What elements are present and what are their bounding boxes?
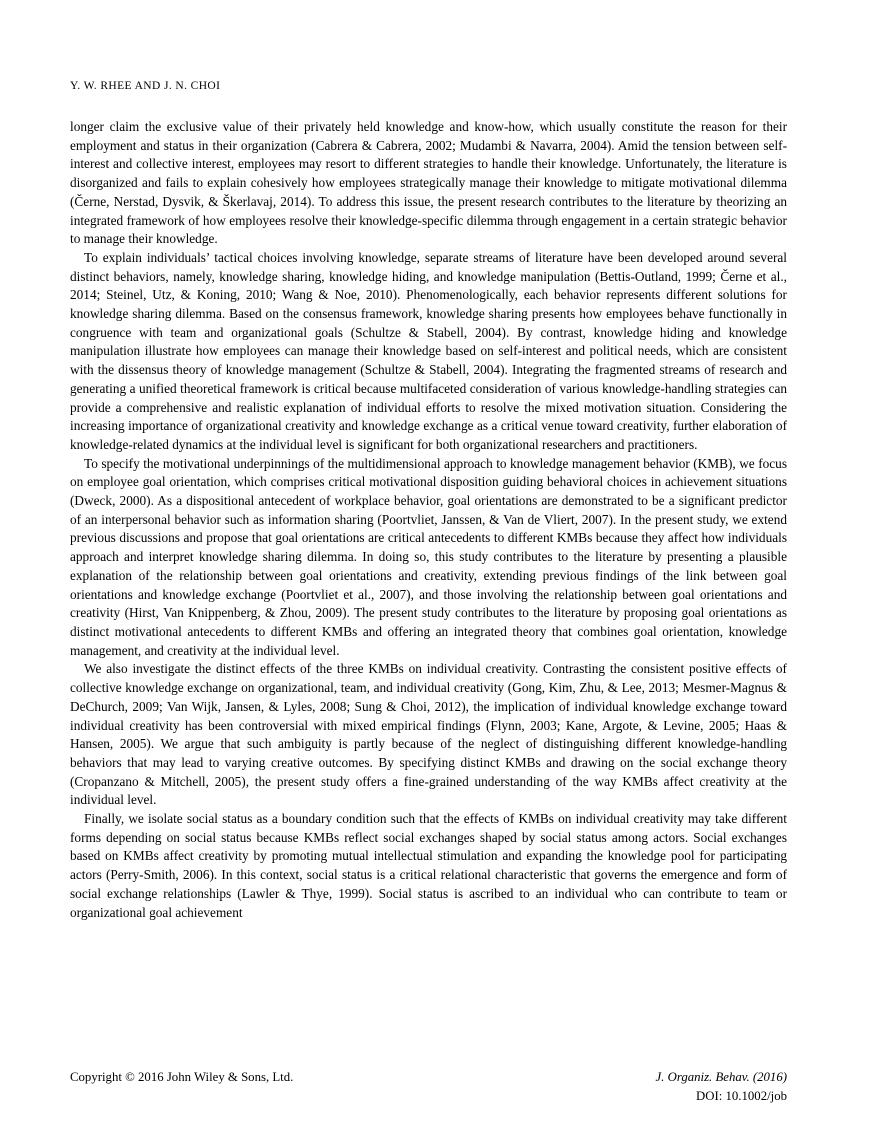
article-body [70, 118, 787, 922]
page-footer [70, 1068, 787, 1106]
copyright-text: Copyright © 2016 John Wiley & Sons, Ltd. [70, 1070, 294, 1084]
paragraph: longer claim the exclusive value of their privately held knowledge and know-how, which usually constitute the reason for their employment and status in their organization (Cabrera & Cabrera, 2002; Mudambi & Navarra, 2004). Amid the tension between self-interest and collective interest, employees may resort to different strategies to handle their knowledge. Unfortunately, the literature is disorganized and fails to explain cohesively how employees strategically manage their knowledge to mitigate motivational dilemma (Černe, Nerstad, Dysvik, & Škerlavaj, 2014). To address this issue, the present research contributes to the literature by theorizing an integrated framework of how employees resolve their knowledge-specific dilemma through engagement in a certain strategic behavior to manage their knowledge. [70, 119, 787, 247]
running-head: Y. W. RHEE AND J. N. CHOI [70, 80, 221, 92]
doi-text: DOI: 10.1002/job [696, 1089, 787, 1103]
journal-reference: J. Organiz. Behav. (2016) [655, 1070, 787, 1084]
paragraph: To explain individuals’ tactical choices involving knowledge, separate streams of literature have been developed around several distinct behaviors, namely, knowledge sharing, knowledge hiding, and knowledge manipulation (Bettis-Outland, 1999; Černe et al., 2014; Steinel, Utz, & Koning, 2010; Wang & Noe, 2010). Phenomenologically, each behavior represents different solutions for knowledge sharing dilemma. Based on the consensus framework, knowledge sharing presents how employees behave functionally in congruence with team and organizational goals (Schultze & Stabell, 2004). By contrast, knowledge hiding and knowledge manipulation illustrate how employees can manage their knowledge based on self-interest and political needs, which are consistent with the dissensus theory of knowledge management (Schultze & Stabell, 2004). Integrating the fragmented streams of research and generating a unified theoretical framework is critical because multifaceted consideration of various knowledge-handling strategies can provide a comprehensive and realistic explanation of individual efforts to resolve the mixed motivation situation. Considering the increasing importance of organizational creativity and knowledge exchange as a critical venue toward creativity, further elaboration of knowledge-related dynamics at the individual level is significant for both organizational researchers and practitioners. [70, 249, 787, 452]
paragraph: To specify the motivational underpinnings of the multidimensional approach to knowledge management behavior (KMB), we focus on employee goal orientation, which comprises critical motivational disposition guiding behavioral choices in achievement situations (Dweck, 2000). As a dispositional antecedent of workplace behavior, goal orientations are demonstrated to be a significant predictor of an interpersonal behavior such as information sharing (Poortvliet, Janssen, & Van de Vliert, 2007). In the present study, we extend previous discussions and propose that goal orientations are critical antecedents to different KMBs because they affect how individuals approach and interpret knowledge sharing dilemma. In doing so, this study contributes to the literature by presenting a plausible explanation of the relationship between goal orientations and creativity, extending previous findings of the link between goal orientations and knowledge exchange (Poortvliet et al., 2007), and those involving the relationship between goal orientations and creativity (Hirst, Van Knippenberg, & Zhou, 2009). The present study contributes to the literature by proposing goal orientations as distinct motivational antecedents to different KMBs and offering an integrated theory that combines goal orientation, knowledge management, and creativity at the individual level. [70, 455, 787, 658]
paragraph: Finally, we isolate social status as a boundary condition such that the effects of KMBs on individual creativity may take different forms depending on social status because KMBs reflect social exchanges shaped by social status among actors. Social exchanges based on KMBs affect creativity by promoting mutual intellectual stimulation and expanding the knowledge pool for participating actors (Perry-Smith, 2006). In this context, social status is a critical relational characteristic that governs the emergence and form of social exchange relationships (Lawler & Thye, 1999). Social status is ascribed to an individual who can contribute to team or organizational goal achievement [70, 811, 787, 920]
journal-reference-block [656, 1068, 788, 1106]
paragraph: We also investigate the distinct effects of the three KMBs on individual creativity. Contrasting the consistent positive effects of collective knowledge exchange on organizational, team, and individual creativity (Gong, Kim, Zhu, & Lee, 2013; Mesmer-Magnus & DeChurch, 2009; Van Wijk, Jansen, & Lyles, 2008; Sung & Choi, 2012), the implication of individual knowledge exchange toward individual creativity has been controversial with mixed empirical findings (Flynn, 2003; Kane, Argote, & Levine, 2005; Haas & Hansen, 2005). We argue that such ambiguity is partly because of the neglect of distinguishing different knowledge-handling behaviors that may lead to varying creative outcomes. By specifying distinct KMBs and drawing on the social exchange theory (Cropanzano & Mitchell, 2005), the present study offers a fine-grained understanding of the way KMBs affect creativity at the individual level. [70, 661, 787, 808]
